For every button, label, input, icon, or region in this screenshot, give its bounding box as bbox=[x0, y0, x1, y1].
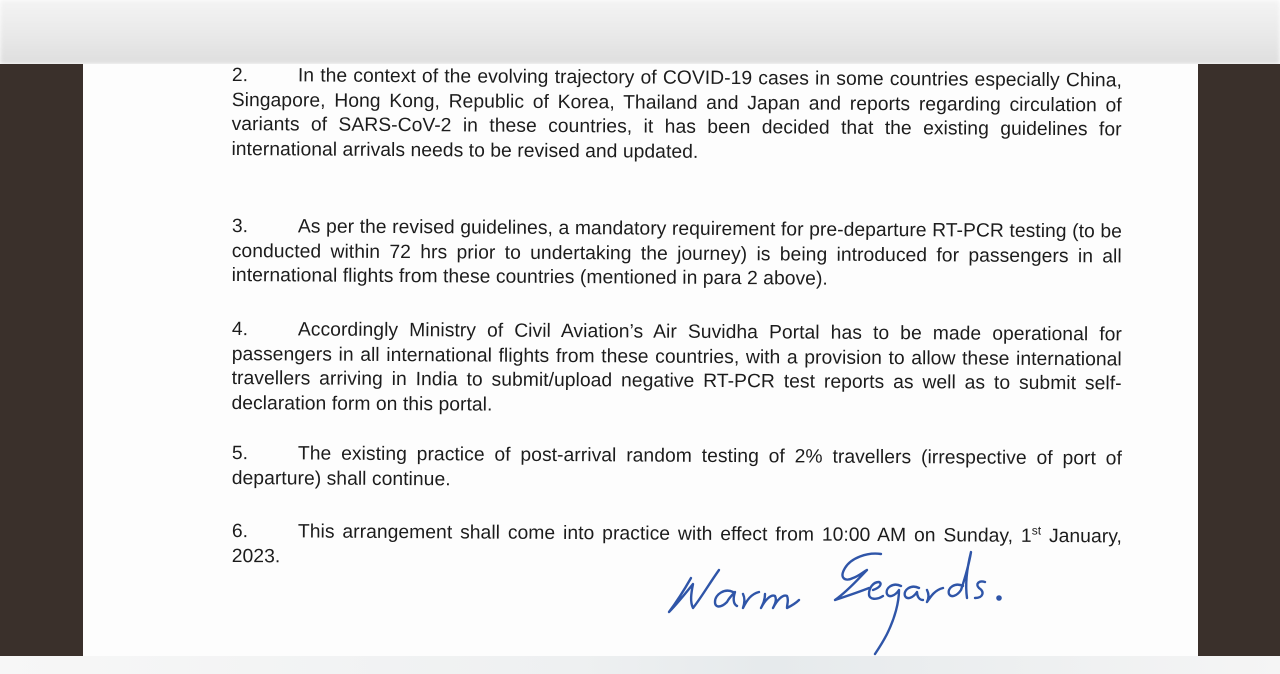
document-page bbox=[83, 64, 1198, 656]
signature-drawing bbox=[663, 542, 1053, 656]
paragraph-number: 5. bbox=[231, 442, 249, 465]
paragraph-text: In the context of the evolving trajectory of COVID-19 cases in some countries especially China, Singapore, Hong Kong, Republic of Korea, Thailand and Japan and reports regarding circulation of variants of SARS-CoV-2 in these countries, it has been decided that the existing guidelines for international arrivals needs to be revised and updated. bbox=[231, 65, 1122, 163]
right-dark-border bbox=[1198, 64, 1280, 656]
paragraph-number: 3. bbox=[231, 215, 249, 238]
bottom-blurred-border bbox=[0, 656, 1280, 674]
paragraph-text: As per the revised guidelines, a mandatory requirement for pre-departure RT-PCR testing (to be conducted within 72 hrs prior to undertaking the journey) is being introduced for passengers in all international flights from these countries (mentioned in para 2 above). bbox=[231, 216, 1122, 290]
paragraph-3 bbox=[232, 215, 1122, 294]
paragraph-2 bbox=[231, 64, 1122, 167]
paragraph-5 bbox=[232, 442, 1122, 496]
ordinal-suffix: st bbox=[1031, 523, 1042, 538]
paragraph-4 bbox=[231, 318, 1122, 421]
paragraph-text-continued: January, 2023. bbox=[231, 525, 1122, 567]
paragraph-text: The existing practice of post-arrival random testing of 2% travellers (irrespective of port of departure) shall continue. bbox=[231, 443, 1122, 490]
paragraph-text: This arrangement shall come into practice with effect from 10:00 AM on Sunday, 1 bbox=[297, 521, 1032, 547]
signature-name-line bbox=[966, 648, 1126, 656]
paragraph-number: 2. bbox=[231, 64, 249, 87]
top-blurred-border bbox=[0, 0, 1280, 64]
handwritten-signature bbox=[663, 542, 1053, 656]
paragraph-text: Accordingly Ministry of Civil Aviation’s Air Suvidha Portal has to be made operational for passengers in all international flights from these countries, with a provision to allow these international travellers arriving in India to submit/upload negative RT-PCR test reports as well as to submit self-declaration form on this portal. bbox=[231, 319, 1122, 416]
left-dark-border bbox=[0, 64, 83, 656]
paragraph-number: 6. bbox=[231, 521, 249, 543]
paragraph-number: 4. bbox=[231, 319, 249, 341]
